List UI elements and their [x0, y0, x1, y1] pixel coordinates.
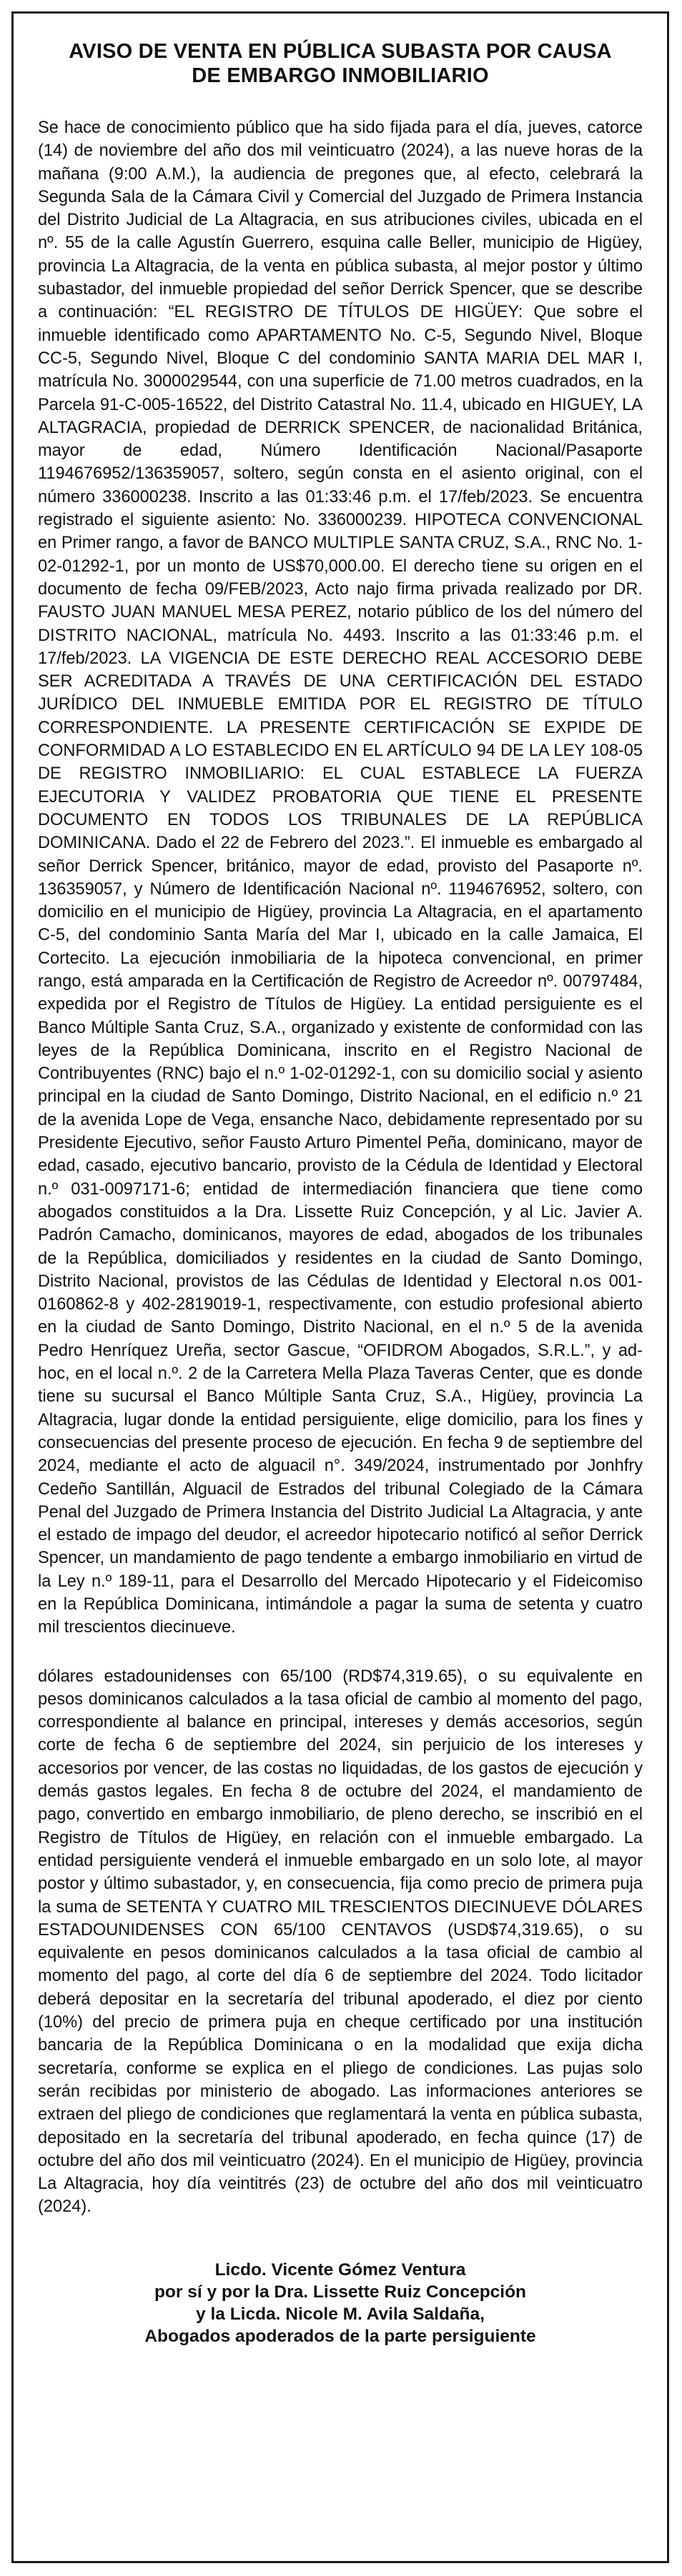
notice-title-line-2: DE EMBARGO INMOBILIARIO	[192, 64, 489, 87]
signature-line-3: y la Licda. Nicole M. Avila Saldaña,	[196, 2304, 485, 2324]
notice-paragraph-2: dólares estadounidenses con 65/100 (RD$74,319.65), o su equivalente en pesos dominicanos calculados a la tasa oficial de cambio al momento del pago, correspondiente al balance en principal, intereses y demás accesorios, según corte de fecha 6 de septiembre del 2024, sin perjuicio de los intereses y accesorios por vencer, de las costas no liquidadas, de los gastos de ejecución y demás gastos legales. En fecha 8 de octubre del 2024, el mandamiento de pago, convertido en embargo inmobiliario, de pleno derecho, se inscribió en el Registro de Títulos de Higüey, en relación con el inmueble embargado. La entidad persiguiente venderá el inmueble embargado en un solo lote, al mayor postor y último subastador, y, en consecuencia, fija como precio de primera puja la suma de SETENTA Y CUATRO MIL TRESCIENTOS DIECINUEVE DÓLARES ESTADOUNIDENSES CON 65/100 CENTAVOS (USD$74,319.65), o su equivalente en pesos dominicanos calculados a la tasa oficial de cambio al momento del pago, al corte del día 6 de septiembre del 2024. Todo licitador deberá depositar en la secretaría del tribunal apoderado, el diez por ciento (10%) del precio de primera puja en cheque certificado por una institución bancaria de la República Dominicana o en la modalidad que exija dicha secretaría, conforme se explica en el pliego de condiciones. Las pujas solo serán recibidas por ministerio de abogado. Las informaciones anteriores se extraen del pliego de condiciones que reglamentará la venta en pública subasta, depositado en la secretaría del tribunal apoderado, en fecha quince (17) de octubre del año dos mil veinticuatro (2024). En el municipio de Higüey, provincia La Altagracia, hoy día veintitrés (23) de octubre del año dos mil veinticuatro (2024).	[38, 1667, 643, 2217]
signature-line-1: Licdo. Vicente Gómez Ventura	[214, 2260, 466, 2280]
signature-line-2: por sí y por la Dra. Lissette Ruiz Concepción	[154, 2282, 527, 2302]
notice-title-line-1: AVISO DE VENTA EN PÚBLICA SUBASTA POR CAUSA	[69, 40, 612, 63]
notice-paragraph-1: Se hace de conocimiento público que ha sido fijada para el día, jueves, catorce (14) de noviembre del año dos mil veinticuatro (2024), a las nueve horas de la mañana (9:00 A.M.), la audiencia de pregones que, al efecto, celebrará la Segunda Sala de la Cámara Civil y Comercial del Juzgado de Primera Instancia del Distrito Judicial de La Altagracia, en sus atribuciones civiles, ubicada en el nº. 55 de la calle Agustín Guerrero, esquina calle Beller, municipio de Higüey, provincia La Altagracia, de la venta en pública subasta, al mejor postor y último subastador, del inmueble propiedad del señor Derrick Spencer, que se describe a continuación: “EL REGISTRO DE TÍTULOS DE HIGÜEY: Que sobre el inmueble identificado como APARTAMENTO No. C-5, Segundo Nivel, Bloque CC-5, Segundo Nivel, Bloque C del condominio SANTA MARIA DEL MAR I, matrícula No. 3000029544, con una superficie de 71.00 metros cuadrados, en la Parcela 91-C-005-16522, del Distrito Catastral No. 11.4, ubicado en HIGUEY, LA ALTAGRACIA, propiedad de DERRICK SPENCER, de nacionalidad Británica, mayor de edad, Número Identificación Nacional/Pasaporte 1194676952/136359057, soltero, según consta en el asiento original, con el número 336000238. Inscrito a las 01:33:46 p.m. el 17/feb/2023. Se encuentra registrado el siguiente asiento: No. 336000239. HIPOTECA CONVENCIONAL en Primer rango, a favor de BANCO MULTIPLE SANTA CRUZ, S.A., RNC No. 1-02-01292-1, por un monto de US$70,000.00. El derecho tiene su origen en el documento de fecha 09/FEB/2023, Acto najo firma privada realizado por DR. FAUSTO JUAN MANUEL MESA PEREZ, notario público de los del número del DISTRITO NACIONAL, matrícula No. 4493. Inscrito a las 01:33:46 p.m. el 17/feb/2023. LA VIGENCIA DE ESTE DERECHO REAL ACCESORIO DEBE SER ACREDITADA A TRAVÉS DE UNA CERTIFICACIÓN DEL ESTADO JURÍDICO DEL INMUEBLE EMITIDA POR EL REGISTRO DE TÍTULO CORRESPONDIENTE. LA PRESENTE CERTIFICACIÓN SE EXPIDE DE CONFORMIDAD A LO ESTABLECIDO EN EL ARTÍCULO 94 DE LA LEY 108-05 DE REGISTRO INMOBILIARIO: EL CUAL ESTABLECE LA FUERZA EJECUTORIA Y VALIDEZ PROBATORIA QUE TIENE EL PRESENTE DOCUMENTO EN TODOS LOS TRIBUNALES DE LA REPÚBLICA DOMINICANA. Dado el 22 de Febrero del 2023.”. El inmueble es embargado al señor Derrick Spencer, británico, mayor de edad, provisto del Pasaporte nº. 136359057, y Número de Identificación Nacional nº. 1194676952, soltero, con domicilio en el municipio de Higüey, provincia La Altagracia, en el apartamento C-5, del condominio Santa María del Mar I, ubicado en la calle Jamaica, El Cortecito. La ejecución inmobiliaria de la hipoteca convencional, en primer rango, está amparada en la Certificación de Registro de Acreedor nº. 00797484, expedida por el Registro de Títulos de Higüey. La entidad persiguiente es el Banco Múltiple Santa Cruz, S.A., organizado y existente de conformidad con las leyes de la República Dominicana, inscrito en el Registro Nacional de Contribuyentes (RNC) bajo el n.º 1-02-01292-1, con su domicilio social y asiento principal en la ciudad de Santo Domingo, Distrito Nacional, en el edificio n.º 21 de la avenida Lope de Vega, ensanche Naco, debidamente representado por su Presidente Ejecutivo, señor Fausto Arturo Pimentel Peña, dominicano, mayor de edad, casado, ejecutivo bancario, provisto de la Cédula de Identidad y Electoral n.º 031-0097171-6; entidad de intermediación financiera que tiene como abogados constituidos a la Dra. Lissette Ruiz Concepción, y al Lic. Javier A. Padrón Camacho, dominicanos, mayores de edad, abogados de los tribunales de la República, domiciliados y residentes en la ciudad de Santo Domingo, Distrito Nacional, provistos de las Cédulas de Identidad y Electoral n.os 001-0160862-8 y 402-2819019-1, respectivamente, con estudio profesional abierto en la ciudad de Santo Domingo, Distrito Nacional, en el n.º 5 de la avenida Pedro Henríquez Ureña, sector Gascue, “OFIDROM Abogados, S.R.L.”, y ad-hoc, en el local n.º. 2 de la Carretera Mella Plaza Taveras Center, que es donde tiene su sucursal el Banco Múltiple Santa Cruz, S.A., Higüey, provincia La Altagracia, lugar donde la entidad persiguiente, elige domicilio, para los fines y consecuencias del presente proceso de ejecución. En fecha 9 de septiembre del 2024, mediante el acto de alguacil n°. 349/2024, instrumentado por Jonhfry Cedeño Santillán, Alguacil de Estrados del tribunal Colegiado de la Cámara Penal del Juzgado de Primera Instancia del Distrito Judicial La Altagracia, y ante el estado de impago del deudor, el acreedor hipotecario notificó al señor Derrick Spencer, un mandamiento de pago tendente a embargo inmobiliario en virtud de la Ley n.º 189-11, para el Desarrollo del Mercado Hipotecario y el Fideicomiso en la República Dominicana, intimándole a pagar la suma de setenta y cuatro mil trescientos diecinueve.	[38, 119, 643, 1637]
signature-block	[38, 2259, 643, 2347]
legal-notice-box	[11, 11, 669, 2563]
signature-line-4: Abogados apoderados de la parte persiguiente	[144, 2326, 536, 2346]
notice-title	[38, 39, 643, 88]
